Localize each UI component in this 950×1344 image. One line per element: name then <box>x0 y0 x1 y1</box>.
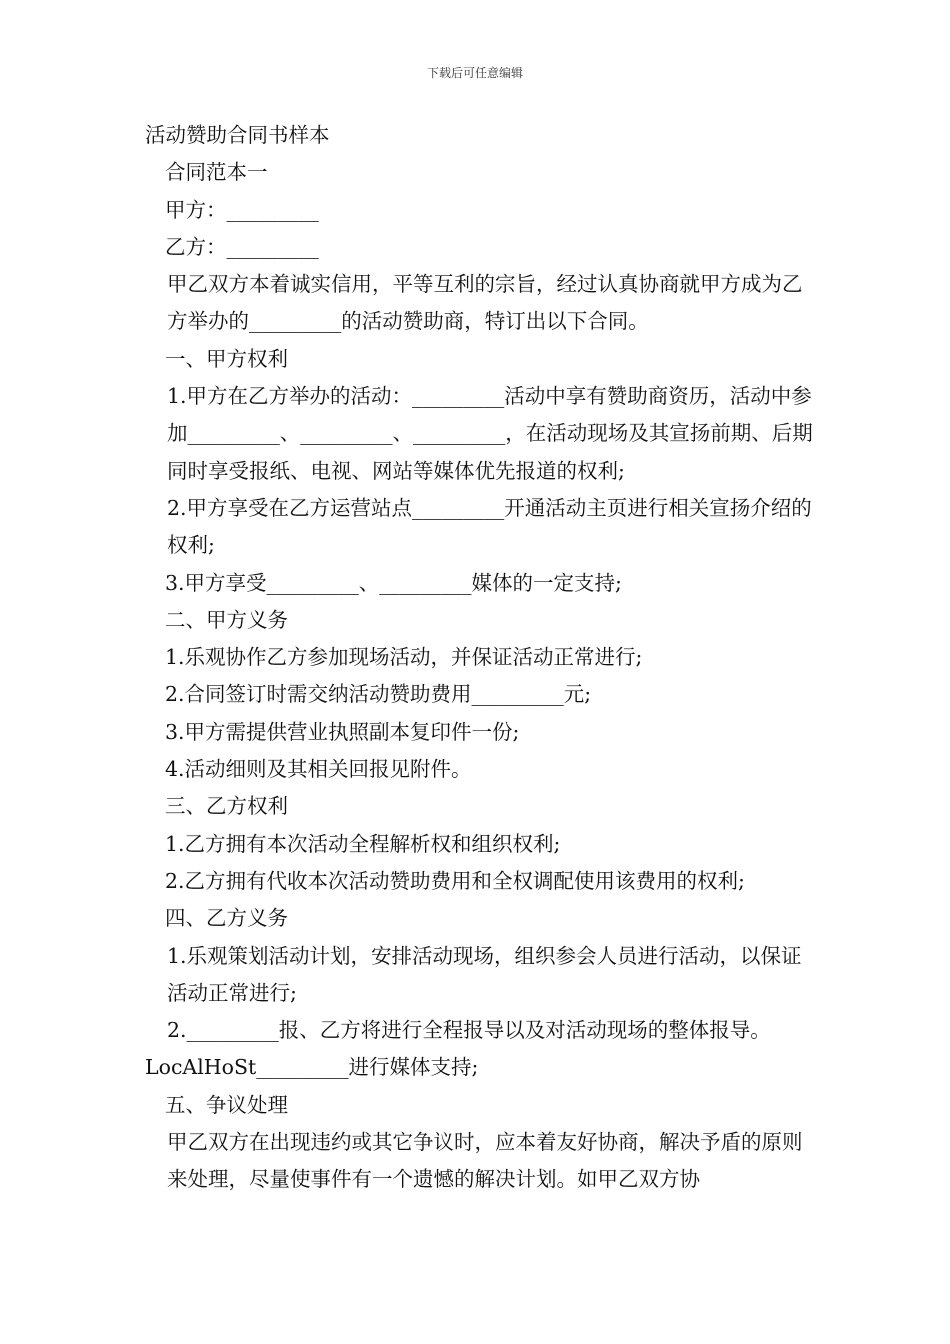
section-heading: 四、乙方义务 <box>165 906 288 931</box>
clause-paragraph: 1.乐观策划活动计划，安排活动现场，组织参会人员进行活动，以保证活动正常进行; <box>167 943 802 1005</box>
section-heading: 二、甲方义务 <box>165 607 288 632</box>
clause-paragraph: 1.乐观协作乙方参加现场活动，并保证活动正常进行; <box>165 645 643 670</box>
clause-paragraph: 3.甲方需提供营业执照副本复印件一份; <box>165 719 520 744</box>
clause-paragraph: 1.乙方拥有本次活动全程解析权和组织权利; <box>165 831 561 856</box>
document-title: 活动赞助合同书样本 <box>145 123 330 147</box>
document-body <box>145 117 820 1199</box>
clause-paragraph: 甲乙双方在出现违约或其它争议时，应本着友好协商，解决予盾的原则来处理，尽量使事件有一个遗憾的解决计划。如甲乙双方协 <box>167 1130 803 1192</box>
section-heading: 一、甲方权利 <box>165 346 288 371</box>
clause-paragraph: 2.合同签订时需交纳活动赞助费用_________元; <box>165 682 592 707</box>
clause-paragraph: 2._________报、乙方将进行全程报导以及对活动现场的整体报导。 <box>167 1018 771 1043</box>
clause-paragraph: 4.活动细则及其相关回报见附件。 <box>165 757 472 782</box>
clause-paragraph: 3.甲方享受_________、_________媒体的一定支持; <box>165 570 622 595</box>
preamble-paragraph: 甲乙双方本着诚实信用，平等互利的宗旨，经过认真协商就甲方成为乙方举办的_________的活动赞助商，特订出以下合同。 <box>167 272 803 334</box>
section-heading: 三、乙方权利 <box>165 794 288 819</box>
party-a-line: 甲方：_________ <box>165 197 319 222</box>
section-heading: 五、争议处理 <box>165 1092 288 1117</box>
clause-paragraph: LocAlHoSt_________进行媒体支持; <box>145 1055 479 1080</box>
clause-paragraph: 2.甲方享受在乙方运营站点_________开通活动主页进行相关宣扬介绍的权利; <box>167 495 812 558</box>
party-b-line: 乙方：_________ <box>165 234 319 259</box>
clause-paragraph: 1.甲方在乙方举办的活动：_________活动中享有赞助商资历，活动中参加_________、_________、_________，在活动现场及其宣扬前期、后期同时享受报纸、电视、网站等媒体优先报道的权利; <box>167 384 813 483</box>
clause-paragraph: 2.乙方拥有代收本次活动赞助费用和全权调配使用该费用的权利; <box>165 868 745 893</box>
contract-template-label: 合同范本一 <box>165 160 268 185</box>
page-header: 下载后可任意编辑 <box>426 66 523 80</box>
